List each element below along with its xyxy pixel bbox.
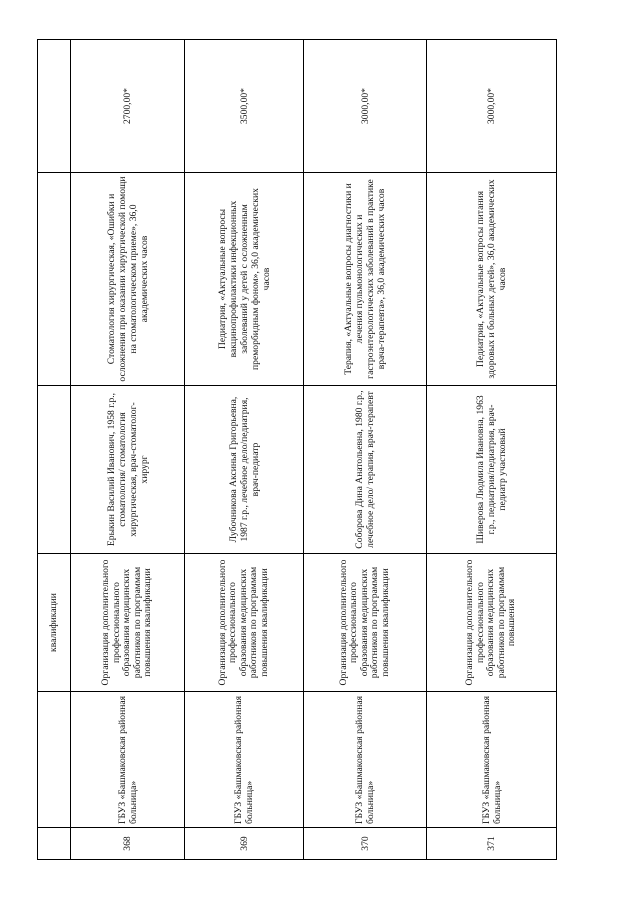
rotated-table-container xyxy=(37,40,552,860)
price-cell: 3500,00* xyxy=(185,40,304,173)
course-cell: Терапия, «Актуальные вопросы диагностики и лечения пульмонологических и гастроэнтерологических заболеваний в практике врача-терапевта», 36,0 академических часов xyxy=(304,173,427,386)
person-cell: Ерыкин Василий Иванович, 1958 г.р., стоматология/ стоматология хирургическая, врач-стоматолог-хирург xyxy=(71,386,185,554)
cell-institution-tail: квалификации xyxy=(38,554,71,692)
course-cell: Педиатрия, «Актуальные вопросы питания здоровых и больных детей», 36,0 академических часов xyxy=(427,173,557,386)
table-row-continuation xyxy=(38,40,71,860)
course-cell: Педиатрия, «Актуальные вопросы вакцинопрофилактики инфекционных заболеваний у детей с осложненным преморбидным фоном», 36,0 академических часов xyxy=(185,173,304,386)
person-cell: Соборова Дина Анатольевна, 1980 г.р., лечебное дело/ терапия, врач-терапевт xyxy=(304,386,427,554)
table-row xyxy=(185,40,304,860)
price-cell: 2700,00* xyxy=(71,40,185,173)
row-number: 368 xyxy=(71,828,185,860)
institution-cell: Организация дополнительного профессионального образования медицинских работников по программам повышения квалификации xyxy=(304,554,427,692)
institution-cell: Организация дополнительного профессионального образования медицинских работников по программам повышения квалификации xyxy=(185,554,304,692)
row-number: 369 xyxy=(185,828,304,860)
organization-cell: ГБУЗ «Башмаковская районная больница» xyxy=(427,692,557,828)
cell-empty xyxy=(38,40,71,173)
organization-cell: ГБУЗ «Башмаковская районная больница» xyxy=(185,692,304,828)
cell-empty xyxy=(38,692,71,828)
price-cell: 3000,00* xyxy=(427,40,557,173)
row-number: 371 xyxy=(427,828,557,860)
course-cell: Стоматология хирургическая, «Ошибки и осложнения при оказании хирургической помощи на стоматологическом приеме», 36,0 академических часов xyxy=(71,173,185,386)
person-cell: Шиверова Людмила Ивановна, 1963 г.р., педиатрия/педиатрия, врач-педиатр участковый xyxy=(427,386,557,554)
table-row xyxy=(304,40,427,860)
cell-empty xyxy=(38,386,71,554)
institution-cell: Организация дополнительного профессионального образования медицинских работников по программам повышения xyxy=(427,554,557,692)
institution-cell: Организация дополнительного профессионального образования медицинских работников по программам повышения квалификации xyxy=(71,554,185,692)
table-row xyxy=(427,40,557,860)
person-cell: Лубочникова Аксинья Григорьевна, 1987 г.р., лечебное дело/педиатрия, врач-педиатр xyxy=(185,386,304,554)
cell-empty xyxy=(38,828,71,860)
organization-cell: ГБУЗ «Башмаковская районная больница» xyxy=(304,692,427,828)
table-row xyxy=(71,40,185,860)
training-table xyxy=(37,39,557,860)
cell-empty xyxy=(38,173,71,386)
organization-cell: ГБУЗ «Башмаковская районная больница» xyxy=(71,692,185,828)
price-cell: 3000,00* xyxy=(304,40,427,173)
row-number: 370 xyxy=(304,828,427,860)
